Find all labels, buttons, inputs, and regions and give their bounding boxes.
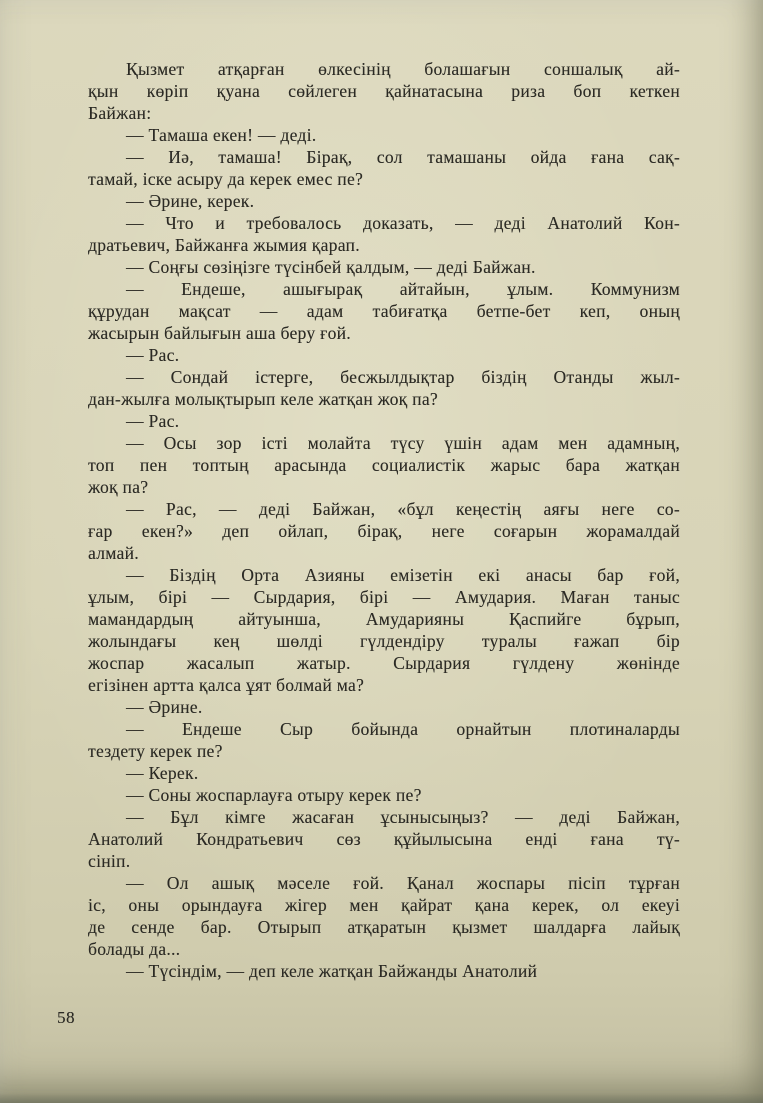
text-line: құрудан мақсат — адам табиғатқа бетпе-бет кеп, оның [88, 301, 680, 321]
paragraph [88, 718, 680, 762]
text-line: — Ендеше, ашығырақ айтайын, ұлым. Коммунизм [126, 279, 680, 299]
paragraph [88, 366, 680, 410]
paragraph [88, 806, 680, 872]
text-line: — Иә, тамаша! Бірақ, сол тамашаны ойда ғана сақ- [126, 147, 680, 167]
page-number: 58 [57, 1008, 75, 1027]
text-line: іс, оны орындауға жігер мен қайрат қана керек, ол екеуі [88, 895, 680, 915]
text-line: — Керек. [126, 763, 199, 783]
text-line: топ пен топтың арасында социалистік жарыс бара жатқан [88, 455, 680, 475]
paragraph [88, 498, 680, 564]
paragraph [88, 762, 680, 784]
text-line: жасырын байлығын аша беру ғой. [88, 323, 351, 343]
text-line: тездету керек пе? [88, 741, 223, 761]
text-line: ғар екен?» деп ойлап, бірақ, неге соғарын жорамалдай [88, 521, 680, 541]
text-line: Қызмет атқарған өлкесінің болашағын соншалық ай- [126, 59, 680, 79]
text-line: жоспар жасалып жатыр. Сырдария гүлдену жөнінде [88, 653, 680, 673]
text-line: Анатолий Кондратьевич сөз құйылысына енді ғана тү- [88, 829, 680, 849]
text-line: жолындағы кең шөлді гүлдендіру туралы ғажап бір [88, 631, 680, 651]
paragraph [88, 564, 680, 696]
paragraph [88, 58, 680, 124]
text-line: — Рас. [126, 411, 180, 431]
text-line: — Соңғы сөзіңізге түсінбей қалдым, — деді Байжан. [126, 257, 536, 277]
paragraph [88, 696, 680, 718]
text-line: дратьевич, Байжанға жымия қарап. [88, 235, 360, 255]
paragraph [88, 146, 680, 190]
paragraph [88, 256, 680, 278]
text-line: сініп. [88, 851, 131, 871]
paragraph [88, 784, 680, 806]
text-line: — Әрине. [126, 697, 203, 717]
text-line: — Түсіндім, — деп келе жатқан Байжанды Анатолий [126, 961, 538, 981]
text-line: — Соны жоспарлауға отыру керек пе? [126, 785, 422, 805]
text-line: тамай, іске асыру да керек емес пе? [88, 169, 364, 189]
paragraph [88, 212, 680, 256]
paragraph [88, 190, 680, 212]
text-line: — Осы зор істі молайта түсу үшін адам мен адамның, [126, 433, 680, 453]
text-line: алмай. [88, 543, 139, 563]
paragraph [88, 432, 680, 498]
text-line: — Рас, — деді Байжан, «бұл кеңестің аяғы неге со- [126, 499, 680, 519]
paragraph [88, 872, 680, 960]
text-line: Байжан: [88, 103, 152, 123]
text-line: — Біздің Орта Азияны емізетін екі анасы бар ғой, [126, 565, 680, 585]
text-line: мамандардың айтуынша, Амударияны Қаспийге бұрып, [88, 609, 680, 629]
text-line: — Бұл кімге жасаған ұсынысыңыз? — деді Байжан, [126, 807, 680, 827]
text-line: — Тамаша екен! — деді. [126, 125, 317, 145]
text-line: егізінен артта қалса ұят болмай ма? [88, 675, 365, 695]
text-line: дан-жылға молықтырып келе жатқан жоқ па? [88, 389, 438, 409]
paragraph [88, 278, 680, 344]
text-line: қын көріп қуана сөйлеген қайнатасына риза боп кеткен [88, 81, 680, 101]
paragraph [88, 410, 680, 432]
text-line: — Рас. [126, 345, 180, 365]
text-line: — Что и требовалось доказать, — деді Анатолий Кон- [126, 213, 680, 233]
text-line: — Ол ашық мәселе ғой. Қанал жоспары пісіп тұрған [126, 873, 680, 893]
paragraph [88, 124, 680, 146]
text-line: — Әрине, керек. [126, 191, 255, 211]
text-line: — Сондай істерге, бесжылдықтар біздің Отанды жыл- [126, 367, 680, 387]
text-line: жоқ па? [88, 477, 149, 497]
text-line: болады да... [88, 939, 181, 959]
text-block [88, 58, 680, 982]
text-line: де сенде бар. Отырып атқаратын қызмет шалдарға лайық [88, 917, 680, 937]
paragraph [88, 960, 680, 982]
text-line: ұлым, бірі — Сырдария, бірі — Амудария. Маған таныс [88, 587, 680, 607]
text-line: — Ендеше Сыр бойында орнайтын плотиналарды [126, 719, 680, 739]
paragraph [88, 344, 680, 366]
